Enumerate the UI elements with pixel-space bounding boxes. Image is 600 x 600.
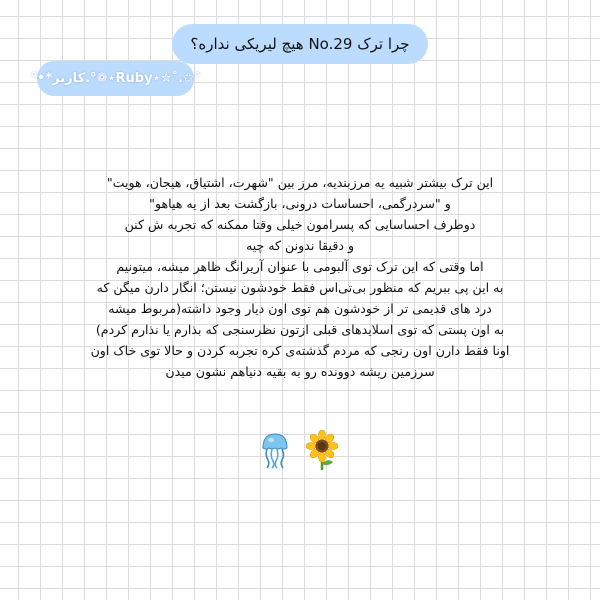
emoji-row: [255, 428, 345, 472]
body-line: و "سردرگمی، احساسات درونی، بازگشت بعد از یه هیاهو": [149, 196, 451, 211]
body-line: اونا فقط دارن اون رنجی که مردم گذشته‌ی کره تجربه کردن و حالا توی خاک اون: [90, 343, 510, 358]
body-line: سرزمین ریشه دوونده رو به بقیه دنیاهم نشون میدن: [165, 364, 435, 379]
user-tag-bubble: [30, 61, 201, 96]
body-line: به اون پستی که توی اسلایدهای قبلی ازتون نظرسنجی که بذارم یا نذارم کردم): [95, 322, 505, 337]
body-text: [40, 172, 560, 382]
body-line: این ترک بیشتر شبیه یه مرزبندیه، مرز بین "شهرت، اشتیاق، هیجان، هویت": [106, 175, 494, 190]
body-line: و دقیقا ندونن که چیه: [245, 238, 355, 253]
question-bubble: [172, 24, 428, 64]
body-line: دوطرف احساسایی که پسرامون خیلی وقتا ممکنه که تجربه ش کنن: [124, 217, 476, 232]
user-label: °•*کاربر.°❁⋆Ruby⋆✮˚.✩°: [30, 71, 201, 86]
question-text: چرا ترک No.29 هیچ لیریکی نداره؟: [190, 35, 410, 53]
jellyfish-icon: [260, 431, 290, 469]
body-line: اما وقتی که این ترک توی آلبومی با عنوان آریرانگ ظاهر میشه، میتونیم: [116, 259, 484, 274]
body-line: درد های قدیمی تر از خودشون هم توی اون دیار وجود داشته(مربوط میشه: [108, 301, 492, 316]
body-line: به این پی ببریم که منظور بی‌تی‌اس فقط خودشون نیستن؛ انگار دارن میگن که: [96, 280, 504, 295]
sunflower-icon: [304, 430, 340, 470]
